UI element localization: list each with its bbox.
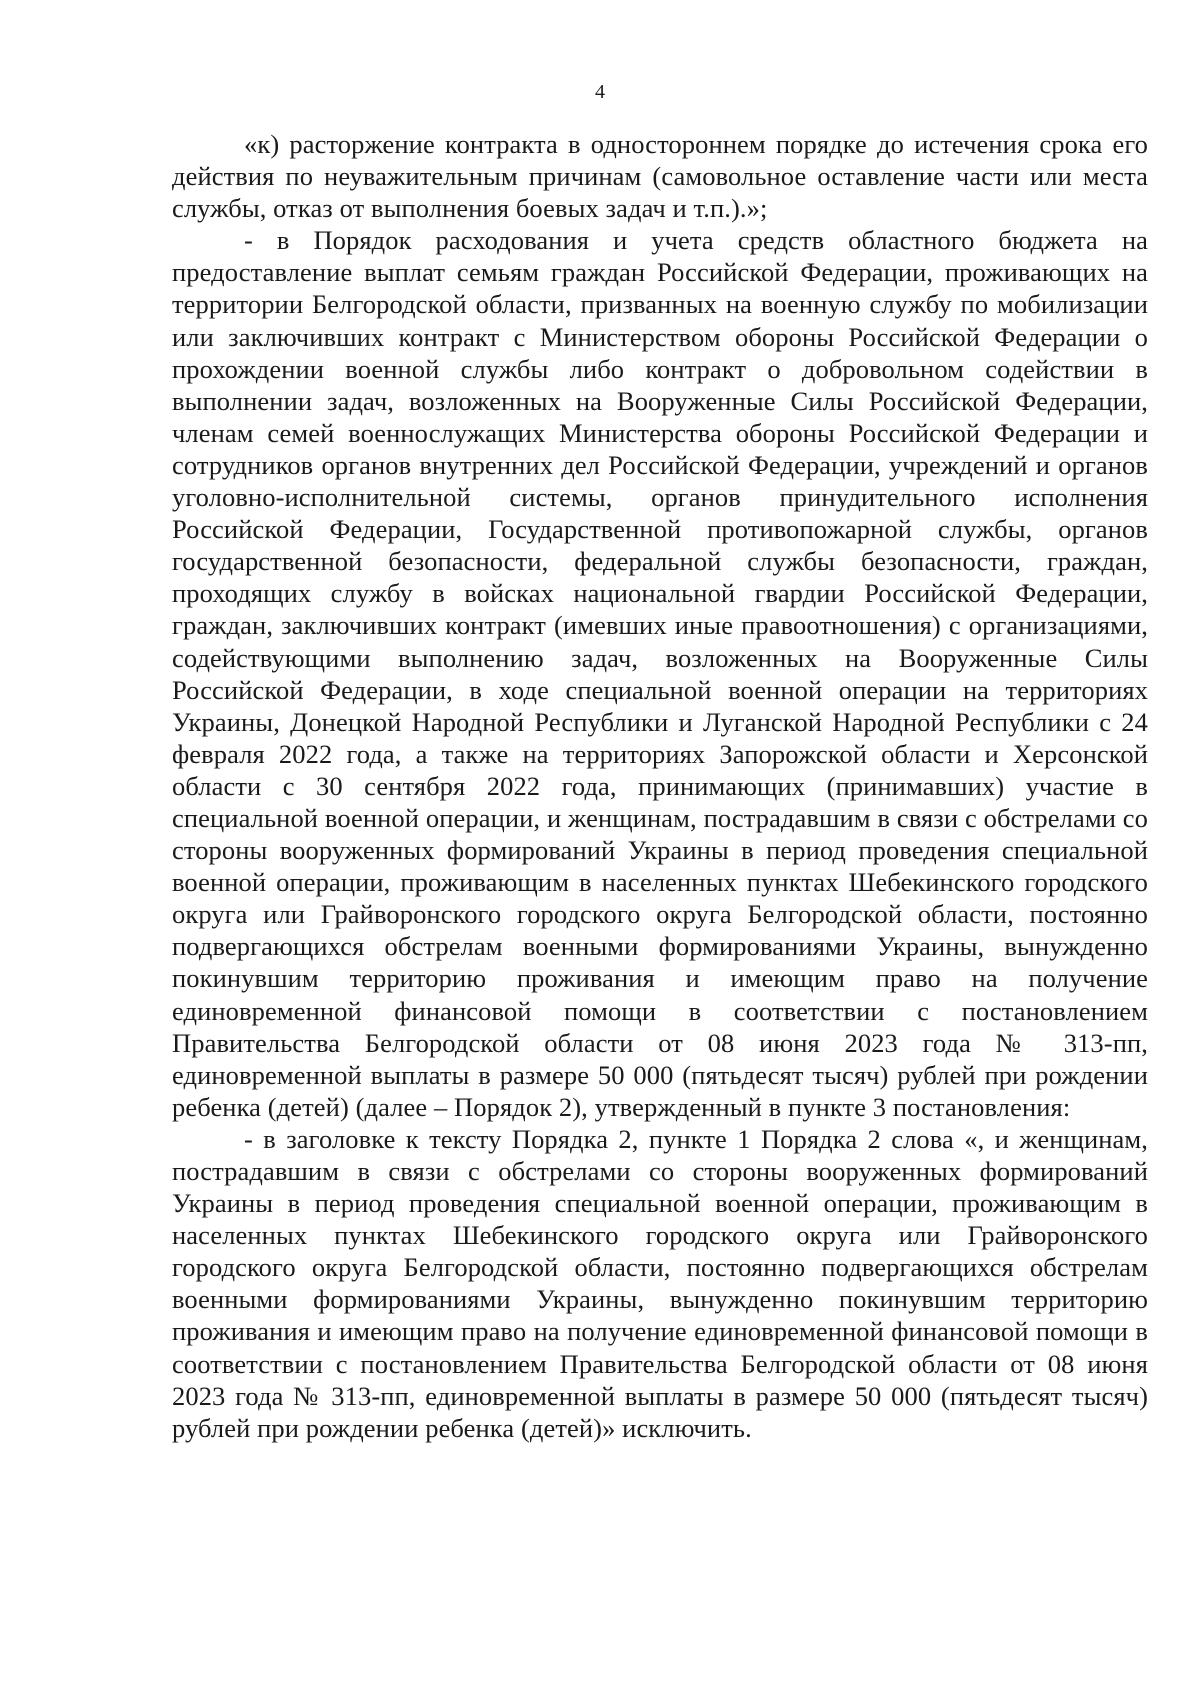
paragraph-title-exclusion: - в заголовке к тексту Порядка 2, пункте 1 Порядка 2 слова «, и женщинам, пострадавшим в связи с обстрелами со стороны вооруженных формирований Украины в период проведения специальной военной операции, проживающим в населенных пунктах Шебекинского городского округа или Грайворонского городского округа Белгородской области, постоянно подвергающихся обстрелам военными формированиями Украины, вынужденно покинувшим территорию проживания и имеющим право на получение единовременной финансовой помощи в соответствии с постановлением Правительства Белгородской области от 08 июня 2023 года № 313-пп, единовременной выплаты в размере 50 000 (пятьдесят тысяч) рублей при рождении ребенка (детей)» исключить.: [172, 1123, 1148, 1443]
page-number: 4: [595, 81, 605, 103]
document-body: [172, 128, 1148, 1444]
paragraph-procedure-2-amendment: - в Порядок расходования и учета средств областного бюджета на предоставление выплат семьям граждан Российской Федерации, проживающих на территории Белгородской области, призванных на военную службу по мобилизации или заключивших контракт с Министерством обороны Российской Федерации о прохождении военной службы либо контракт о добровольном содействии в выполнении задач, возложенных на Вооруженные Силы Российской Федерации, членам семей военнослужащих Министерства обороны Российской Федерации и сотрудников органов внутренних дел Российской Федерации, учреждений и органов уголовно-исполнительной системы, органов принудительного исполнения Российской Федерации, Государственной противопожарной службы, органов государственной безопасности, федеральной службы безопасности, граждан, проходящих службу в войсках национальной гвардии Российской Федерации, граждан, заключивших контракт (имевших иные правоотношения) с организациями, содействующими выполнению задач, возложенных на Вооруженные Силы Российской Федерации, в ходе специальной военной операции на территориях Украины, Донецкой Народной Республики и Луганской Народной Республики с 24 февраля 2022 года, а также на территориях Запорожской области и Херсонской области с 30 сентября 2022 года, принимающих (принимавших) участие в специальной военной операции, и женщинам, пострадавшим в связи с обстрелами со стороны вооруженных формирований Украины в период проведения специальной военной операции, проживающим в населенных пунктах Шебекинского городского округа или Грайворонского городского округа Белгородской области, постоянно подвергающихся обстрелам военными формированиями Украины, вынужденно покинувшим территорию проживания и имеющим право на получение единовременной финансовой помощи в соответствии с постановлением Правительства Белгородской области от 08 июня 2023 года № 313-пп, единовременной выплаты в размере 50 000 (пятьдесят тысяч) рублей при рождении ребенка (детей) (далее – Порядок 2), утвержденный в пункте 3 постановления:: [172, 225, 1148, 1122]
paragraph-item-k: «к) расторжение контракта в одностороннем порядке до истечения срока его действия по неуважительным причинам (самовольное оставление части или места службы, отказ от выполнения боевых задач и т.п.).»;: [172, 129, 1148, 224]
